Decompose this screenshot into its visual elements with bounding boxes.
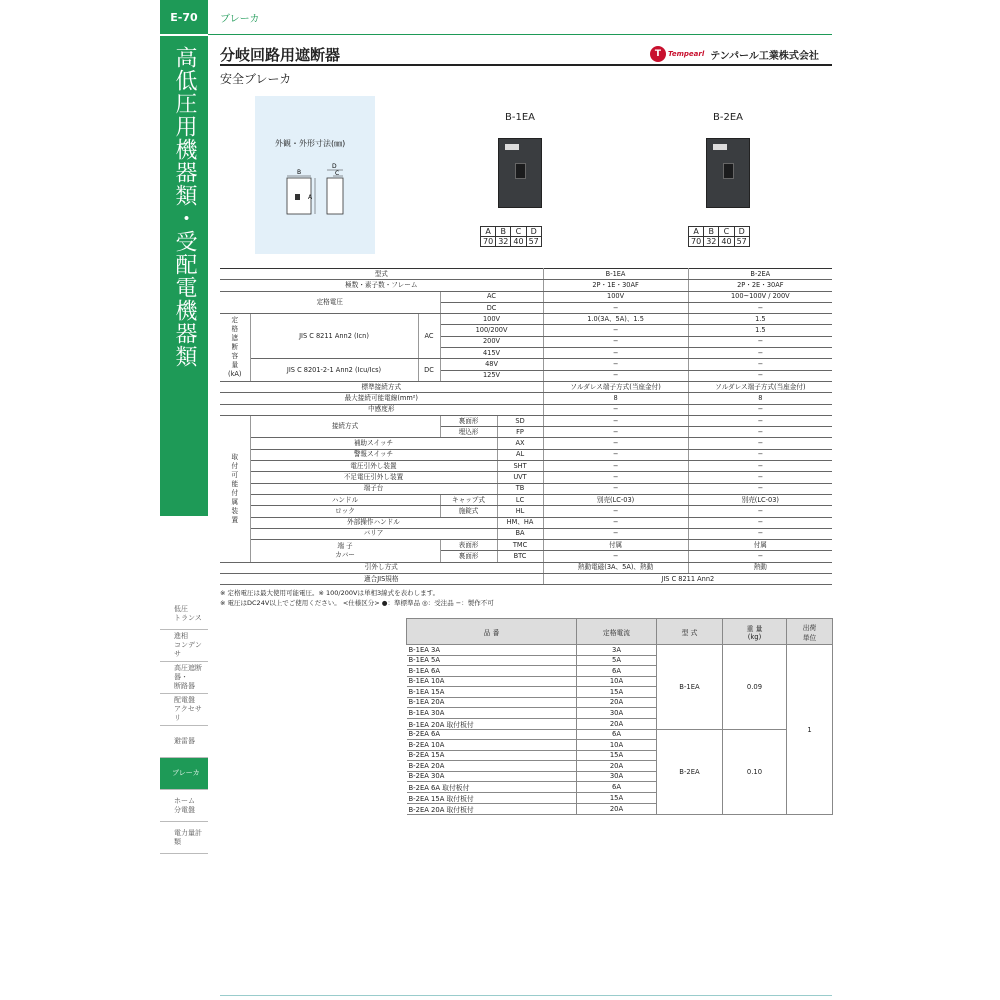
spec-cell: 最大接続可能電線(mm²) bbox=[220, 393, 543, 404]
spec-row bbox=[220, 528, 832, 539]
order-part-no: B-1EA 20A 取付板付 bbox=[407, 718, 577, 729]
spec-cell: − bbox=[688, 415, 832, 426]
order-current: 20A bbox=[577, 718, 657, 729]
spec-cell: 2P・2E・30AF bbox=[688, 280, 832, 291]
order-header: 定格電流 bbox=[577, 619, 657, 645]
spec-cell: − bbox=[688, 336, 832, 347]
product-name-b1ea: B-1EA bbox=[505, 112, 535, 123]
dimension-drawing bbox=[255, 96, 375, 254]
spec-cell: − bbox=[543, 359, 688, 370]
spec-cell: − bbox=[688, 483, 832, 494]
dim-letter-d: D bbox=[332, 163, 337, 170]
order-current: 30A bbox=[577, 708, 657, 719]
notes bbox=[220, 588, 494, 608]
spec-cell: 端 子 カバー bbox=[250, 540, 440, 563]
spec-cell: − bbox=[688, 551, 832, 562]
note-line: ※ 電圧はDC24V以上でご使用ください。 <仕様区分> ●：準標準品 ◎：受注品 −：製作不可 bbox=[220, 599, 494, 607]
spec-cell: 熱動 bbox=[688, 562, 832, 573]
spec-row bbox=[220, 280, 832, 291]
spec-cell: DC bbox=[418, 359, 440, 382]
spec-cell: JIS C 8211 Ann2 bbox=[543, 574, 832, 585]
spec-cell: HL bbox=[497, 506, 543, 517]
spec-row bbox=[220, 415, 832, 426]
spec-cell: 8 bbox=[543, 393, 688, 404]
spec-cell: − bbox=[688, 438, 832, 449]
spec-cell: JIS C 8211 Ann2 (Icn) bbox=[250, 314, 418, 359]
spec-cell: − bbox=[543, 449, 688, 460]
spec-cell: 8 bbox=[688, 393, 832, 404]
spec-cell: 付属 bbox=[688, 540, 832, 551]
spec-cell: 1.5 bbox=[688, 314, 832, 325]
spec-cell: TB bbox=[497, 483, 543, 494]
spec-cell: 裏面形 bbox=[440, 551, 497, 562]
spec-cell: 取 付 可 能 付 属 装 置 bbox=[220, 415, 250, 562]
spec-cell: キャップ式 bbox=[440, 494, 497, 505]
spec-cell: ハンドル bbox=[250, 494, 440, 505]
order-part-no: B-1EA 10A bbox=[407, 676, 577, 687]
dims-table-b2ea: A B C D 70 32 40 57 bbox=[688, 226, 750, 247]
spec-cell: − bbox=[543, 438, 688, 449]
spec-cell: 定 格 遮 断 容 量 (kA) bbox=[220, 314, 250, 382]
spec-cell: UVT bbox=[497, 472, 543, 483]
spec-cell: 標準接続方式 bbox=[220, 381, 543, 392]
spec-cell: − bbox=[688, 427, 832, 438]
side-index-item[interactable]: 避雷器 bbox=[160, 726, 208, 758]
side-index bbox=[160, 598, 208, 854]
spec-cell: 裏面形 bbox=[440, 415, 497, 426]
spec-cell: 型式 bbox=[220, 269, 543, 280]
spec-row bbox=[220, 472, 832, 483]
spec-cell: SD bbox=[497, 415, 543, 426]
header-rule bbox=[208, 34, 832, 35]
spec-row bbox=[220, 517, 832, 528]
product-name-b2ea: B-2EA bbox=[713, 112, 743, 123]
spec-row bbox=[220, 461, 832, 472]
breadcrumb[interactable]: ブレーカ bbox=[220, 14, 260, 25]
spec-row bbox=[220, 404, 832, 415]
spec-cell: 48V bbox=[440, 359, 543, 370]
order-current: 20A bbox=[577, 804, 657, 815]
spec-cell: TMC bbox=[497, 540, 543, 551]
spec-cell: AC bbox=[440, 291, 543, 302]
spec-cell: 1.0(3A、5A)、1.5 bbox=[543, 314, 688, 325]
tempearl-logo-icon: T bbox=[650, 46, 666, 62]
spec-cell: − bbox=[688, 302, 832, 313]
order-current: 15A bbox=[577, 793, 657, 804]
spec-cell: 定格電圧 bbox=[220, 291, 440, 314]
spec-cell: − bbox=[688, 449, 832, 460]
order-header: 品 番 bbox=[407, 619, 577, 645]
spec-cell: DC bbox=[440, 302, 543, 313]
spec-cell: AL bbox=[497, 449, 543, 460]
order-current: 15A bbox=[577, 687, 657, 698]
order-part-no: B-2EA 6A bbox=[407, 729, 577, 740]
order-row bbox=[407, 645, 833, 656]
spec-cell: 125V bbox=[440, 370, 543, 381]
spec-row bbox=[220, 574, 832, 585]
order-part-no: B-2EA 15A 取付板付 bbox=[407, 793, 577, 804]
spec-cell: − bbox=[543, 325, 688, 336]
spec-cell: 外部操作ハンドル bbox=[250, 517, 497, 528]
order-current: 10A bbox=[577, 676, 657, 687]
spec-cell: LC bbox=[497, 494, 543, 505]
order-part-no: B-1EA 30A bbox=[407, 708, 577, 719]
spec-cell: AX bbox=[497, 438, 543, 449]
order-current: 15A bbox=[577, 750, 657, 761]
page-title: 分岐回路用遮断器 bbox=[220, 46, 341, 64]
spec-cell: 1.5 bbox=[688, 325, 832, 336]
spec-row bbox=[220, 269, 832, 280]
spec-cell: 付属 bbox=[543, 540, 688, 551]
side-index-item[interactable]: ブレーカ bbox=[160, 758, 208, 790]
breaker-photo-b2ea bbox=[706, 138, 750, 208]
spec-cell: − bbox=[543, 427, 688, 438]
spec-cell: 埋込形 bbox=[440, 427, 497, 438]
spec-cell: − bbox=[543, 483, 688, 494]
side-index-item[interactable]: 低圧 トランス bbox=[160, 598, 208, 630]
spec-row bbox=[220, 449, 832, 460]
spec-cell: AC bbox=[418, 314, 440, 359]
spec-cell: 不足電圧引外し装置 bbox=[250, 472, 497, 483]
spec-cell: 2P・1E・30AF bbox=[543, 280, 688, 291]
side-index-item[interactable]: 配電盤 アクセサリ bbox=[160, 694, 208, 726]
spec-row bbox=[220, 393, 832, 404]
order-header: 型 式 bbox=[657, 619, 723, 645]
side-index-item[interactable]: 高圧遮断器・ 断路器 bbox=[160, 662, 208, 694]
side-index-item[interactable]: ホーム 分電盤 bbox=[160, 790, 208, 822]
side-index-item[interactable]: 電力量計 類 bbox=[160, 822, 208, 854]
spec-row bbox=[220, 540, 832, 551]
spec-cell: BTC bbox=[497, 551, 543, 562]
spec-cell: 施錠式 bbox=[440, 506, 497, 517]
order-part-no: B-2EA 30A bbox=[407, 771, 577, 782]
order-header: 出荷 単位 bbox=[787, 619, 833, 645]
spec-cell: − bbox=[688, 404, 832, 415]
spec-table bbox=[220, 268, 832, 585]
order-current: 20A bbox=[577, 761, 657, 772]
category-band bbox=[160, 36, 208, 516]
category-title: 高低圧用機器類・受配電機器類 bbox=[172, 46, 197, 368]
order-type: B-2EA bbox=[657, 729, 723, 815]
spec-cell: − bbox=[543, 517, 688, 528]
spec-row bbox=[220, 562, 832, 573]
order-current: 5A bbox=[577, 655, 657, 666]
note-line: ※ 定格電圧は最大使用可能電圧。※ 100/200Vは単相3線式を表わします。 bbox=[220, 589, 440, 597]
dim-letter-b: B bbox=[297, 169, 302, 176]
order-part-no: B-2EA 6A 取付板付 bbox=[407, 782, 577, 793]
order-part-no: B-1EA 15A bbox=[407, 687, 577, 698]
spec-cell: B-1EA bbox=[543, 269, 688, 280]
spec-cell: 適合JIS規格 bbox=[220, 574, 543, 585]
spec-cell: − bbox=[543, 348, 688, 359]
spec-cell: − bbox=[543, 461, 688, 472]
order-row bbox=[407, 729, 833, 740]
spec-cell: − bbox=[543, 551, 688, 562]
spec-cell: − bbox=[543, 528, 688, 539]
spec-cell: − bbox=[543, 336, 688, 347]
spec-cell: 100V bbox=[440, 314, 543, 325]
spec-row bbox=[220, 506, 832, 517]
order-current: 20A bbox=[577, 697, 657, 708]
spec-row bbox=[220, 438, 832, 449]
order-part-no: B-2EA 10A bbox=[407, 740, 577, 751]
brand-latin: Tempearl bbox=[668, 50, 705, 58]
spec-row bbox=[220, 483, 832, 494]
breaker-photo-b1ea bbox=[498, 138, 542, 208]
spec-cell: 熱動電磁(3A、5A)、熱動 bbox=[543, 562, 688, 573]
order-unit: 1 bbox=[787, 645, 833, 815]
spec-cell: − bbox=[543, 302, 688, 313]
spec-cell: 100/200V bbox=[440, 325, 543, 336]
spec-cell: ロック bbox=[250, 506, 440, 517]
spec-cell: − bbox=[688, 348, 832, 359]
spec-cell: 極数・素子数・フレーム bbox=[220, 280, 543, 291]
order-current: 6A bbox=[577, 782, 657, 793]
spec-cell: バリア bbox=[250, 528, 497, 539]
spec-cell: ソルダレス端子方式(当座金付) bbox=[543, 381, 688, 392]
dimension-box bbox=[255, 96, 375, 254]
order-current: 30A bbox=[577, 771, 657, 782]
spec-cell: SHT bbox=[497, 461, 543, 472]
spec-cell: 415V bbox=[440, 348, 543, 359]
spec-row bbox=[220, 359, 832, 370]
spec-cell: − bbox=[543, 415, 688, 426]
order-header: 重 量 (kg) bbox=[723, 619, 787, 645]
spec-row bbox=[220, 291, 832, 302]
dim-letter-a: A bbox=[308, 194, 313, 201]
spec-cell: − bbox=[688, 506, 832, 517]
spec-cell: 100V bbox=[543, 291, 688, 302]
spec-cell: 別売(LC-03) bbox=[543, 494, 688, 505]
spec-cell: − bbox=[688, 370, 832, 381]
order-part-no: B-2EA 20A 取付板付 bbox=[407, 804, 577, 815]
order-table bbox=[406, 618, 833, 815]
spec-cell: − bbox=[688, 517, 832, 528]
spec-cell: 端子台 bbox=[250, 483, 497, 494]
order-part-no: B-1EA 3A bbox=[407, 645, 577, 656]
spec-cell: 補助スイッチ bbox=[250, 438, 497, 449]
spec-cell: BA bbox=[497, 528, 543, 539]
spec-cell: B-2EA bbox=[688, 269, 832, 280]
order-current: 6A bbox=[577, 729, 657, 740]
footer-rule bbox=[220, 995, 832, 996]
spec-row bbox=[220, 381, 832, 392]
spec-cell: 100~100V / 200V bbox=[688, 291, 832, 302]
side-index-item[interactable]: 進相 コンデンサ bbox=[160, 630, 208, 662]
spec-cell: − bbox=[688, 472, 832, 483]
spec-cell: 警報スイッチ bbox=[250, 449, 497, 460]
spec-cell: 200V bbox=[440, 336, 543, 347]
spec-cell: − bbox=[543, 472, 688, 483]
order-weight: 0.09 bbox=[723, 645, 787, 730]
spec-cell: − bbox=[688, 528, 832, 539]
dimension-caption: 外観・外形寸法(㎜) bbox=[275, 139, 346, 148]
order-current: 6A bbox=[577, 666, 657, 677]
company-name: テンパール工業株式会社 bbox=[710, 50, 819, 62]
spec-row bbox=[220, 494, 832, 505]
order-current: 3A bbox=[577, 645, 657, 656]
order-current: 10A bbox=[577, 740, 657, 751]
spec-cell: HM、HA bbox=[497, 517, 543, 528]
company-logo bbox=[650, 46, 819, 62]
spec-cell: 中感度形 bbox=[220, 404, 543, 415]
dims-table-b1ea: A B C D 70 32 40 57 bbox=[480, 226, 542, 247]
order-part-no: B-1EA 5A bbox=[407, 655, 577, 666]
spec-cell: 表面形 bbox=[440, 540, 497, 551]
spec-cell: − bbox=[543, 404, 688, 415]
order-part-no: B-2EA 20A bbox=[407, 761, 577, 772]
order-part-no: B-2EA 15A bbox=[407, 750, 577, 761]
subtitle: 安全ブレーカ bbox=[220, 72, 292, 86]
spec-cell: − bbox=[688, 359, 832, 370]
spec-cell: − bbox=[688, 461, 832, 472]
page-number: E-70 bbox=[160, 0, 208, 34]
spec-cell: FP bbox=[497, 427, 543, 438]
order-part-no: B-1EA 20A bbox=[407, 697, 577, 708]
order-part-no: B-1EA 6A bbox=[407, 666, 577, 677]
spec-row bbox=[220, 314, 832, 325]
spec-cell: 接続方式 bbox=[250, 415, 440, 438]
order-weight: 0.10 bbox=[723, 729, 787, 815]
spec-cell: 引外し方式 bbox=[220, 562, 543, 573]
spec-cell: JIS C 8201-2-1 Ann2 (Icu/Ics) bbox=[250, 359, 418, 382]
spec-cell: − bbox=[543, 506, 688, 517]
spec-cell: 電圧引外し装置 bbox=[250, 461, 497, 472]
title-underline bbox=[220, 64, 832, 66]
spec-cell: 別売(LC-03) bbox=[688, 494, 832, 505]
dim-letter-c: C bbox=[335, 170, 340, 177]
spec-cell: ソルダレス端子方式(当座金付) bbox=[688, 381, 832, 392]
order-type: B-1EA bbox=[657, 645, 723, 730]
spec-cell: − bbox=[543, 370, 688, 381]
